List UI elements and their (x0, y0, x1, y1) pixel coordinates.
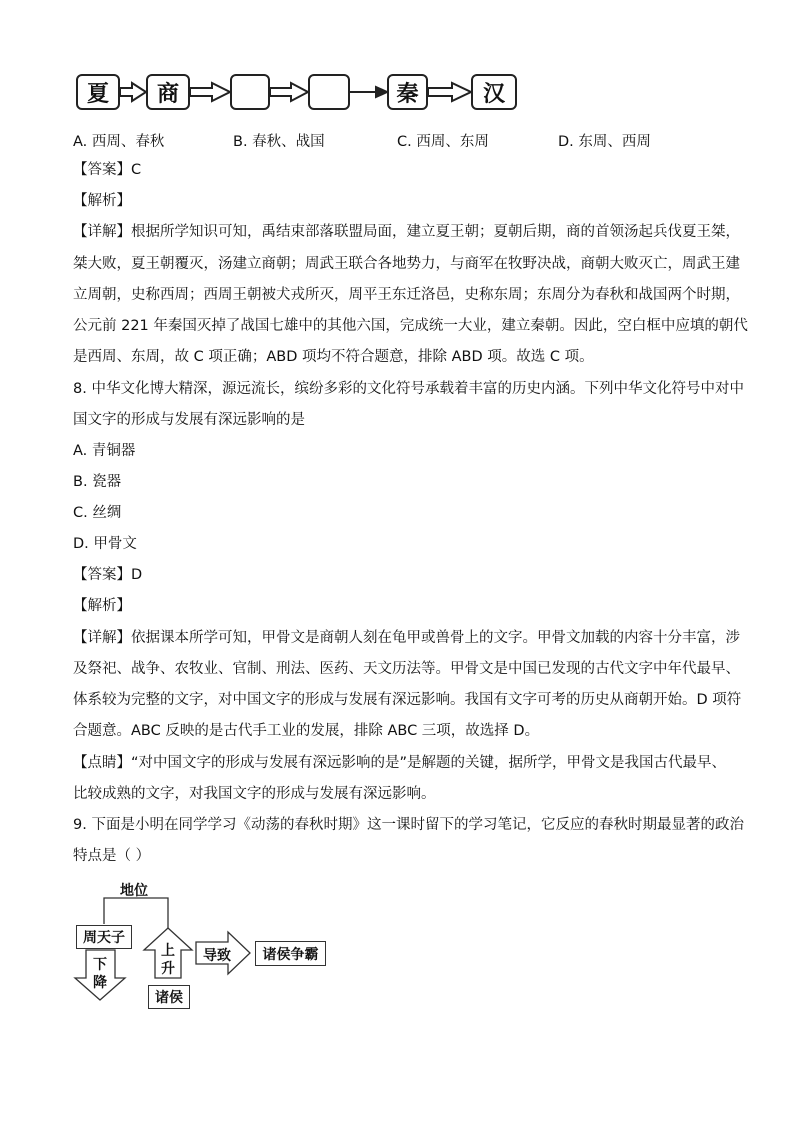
q8-stem-line-1: 8. 中华文化博大精深，源远流长，缤纷多彩的文化符号承载着丰富的历史内涵。下列中华文化符号中对中 (73, 381, 744, 397)
lords-box: 诸侯 (148, 985, 190, 1009)
q8-point-line-2: 比较成熟的文字，对我国文字的形成与发展有深远影响。 (73, 786, 436, 802)
q7-detail-line-2: 桀大败，夏王朝覆灭，汤建立商朝；周武王联合各地势力，与商军在牧野决战，商朝大败灭亡，周武王建 (73, 256, 740, 272)
q8-option-d: D. 甲骨文 (73, 536, 137, 552)
q7-option-c: C. 西周、东周 (397, 134, 489, 150)
q8-point-text-1: “对中国文字的形成与发展有深远影响的是”是解题的关键，据所学，甲骨文是我国古代最早、 (131, 755, 727, 771)
status-label: 地位 (120, 883, 148, 899)
status-bracket (104, 898, 168, 928)
flow-box-xia: 夏 (76, 74, 120, 110)
flow-box-han: 汉 (471, 74, 517, 110)
lead-to-text: 导致 (203, 948, 231, 964)
q7-analysis-tag: 【解析】 (73, 193, 131, 209)
q8-detail-line-4: 合题意。ABC 反映的是古代手工业的发展，排除 ABC 三项，故选择 D。 (73, 723, 540, 739)
q8-answer-tag: 【答案】 (73, 567, 131, 583)
q8-option-c: C. 丝绸 (73, 505, 122, 521)
up-arrow-text-1: 上 (161, 943, 175, 959)
q7-option-b: B. 春秋、战国 (233, 134, 325, 150)
q8-detail-line-3: 体系较为完整的文字，对中国文字的形成与发展有深远影响。我国有文字可考的历史从商朝开始。D 项符 (73, 692, 742, 708)
q8-option-b: B. 瓷器 (73, 474, 122, 490)
q8-detail-line-2: 及祭祀、战争、农牧业、官制、刑法、医药、天文历法等。甲骨文是中国已发现的古代文字中年代最早、 (73, 661, 740, 677)
flow-box-qin: 秦 (387, 74, 428, 110)
q9-stem-line-1: 9. 下面是小明在同学学习《动荡的春秋时期》这一课时留下的学习笔记，它反应的春秋时期最显著的政治 (73, 817, 744, 833)
up-arrow-text-2: 升 (161, 961, 175, 977)
q8-stem-line-2: 国文字的形成与发展有深远影响的是 (73, 412, 305, 428)
lords-compete-box: 诸侯争霸 (255, 941, 326, 966)
q8-detail-text-1: 依据课本所学可知，甲骨文是商朝人刻在龟甲或兽骨上的文字。甲骨文加载的内容十分丰富，涉 (131, 630, 740, 646)
down-arrow-text-1: 下 (93, 957, 107, 973)
q7-detail-text-1: 根据所学知识可知，禹结束部落联盟局面，建立夏王朝；夏朝后期，商的首领汤起兵伐夏王桀， (131, 224, 740, 240)
q7-option-a: A. 西周、春秋 (73, 134, 165, 150)
q7-detail-tag: 【详解】 (73, 224, 131, 240)
flow-box-shang: 商 (146, 74, 190, 110)
q8-answer-value: D (131, 567, 143, 583)
zhou-king-box: 周天子 (76, 925, 132, 949)
q7-option-d: D. 东周、西周 (558, 134, 651, 150)
q7-answer-tag: 【答案】 (73, 162, 131, 178)
down-arrow-text-2: 降 (93, 975, 107, 991)
q9-stem-line-2: 特点是（ ） (73, 848, 151, 864)
q8-analysis-tag: 【解析】 (73, 598, 131, 614)
q7-answer-value: C (131, 162, 142, 178)
q8-detail-tag: 【详解】 (73, 630, 131, 646)
q8-point-tag: 【点睛】 (73, 755, 131, 771)
q8-option-a: A. 青铜器 (73, 443, 136, 459)
q7-detail-line-4: 公元前 221 年秦国灭掉了战国七雄中的其他六国，完成统一大业，建立秦朝。因此，空白框中应填的朝代 (73, 318, 748, 334)
q7-detail-line-3: 立周朝，史称西周；西周王朝被犬戎所灭，周平王东迁洛邑，史称东周；东周分为春秋和战国两个时期， (73, 287, 740, 303)
q7-detail-line-5: 是西周、东周，故 C 项正确；ABD 项均不符合题意，排除 ABD 项。故选 C 项。 (73, 349, 594, 365)
